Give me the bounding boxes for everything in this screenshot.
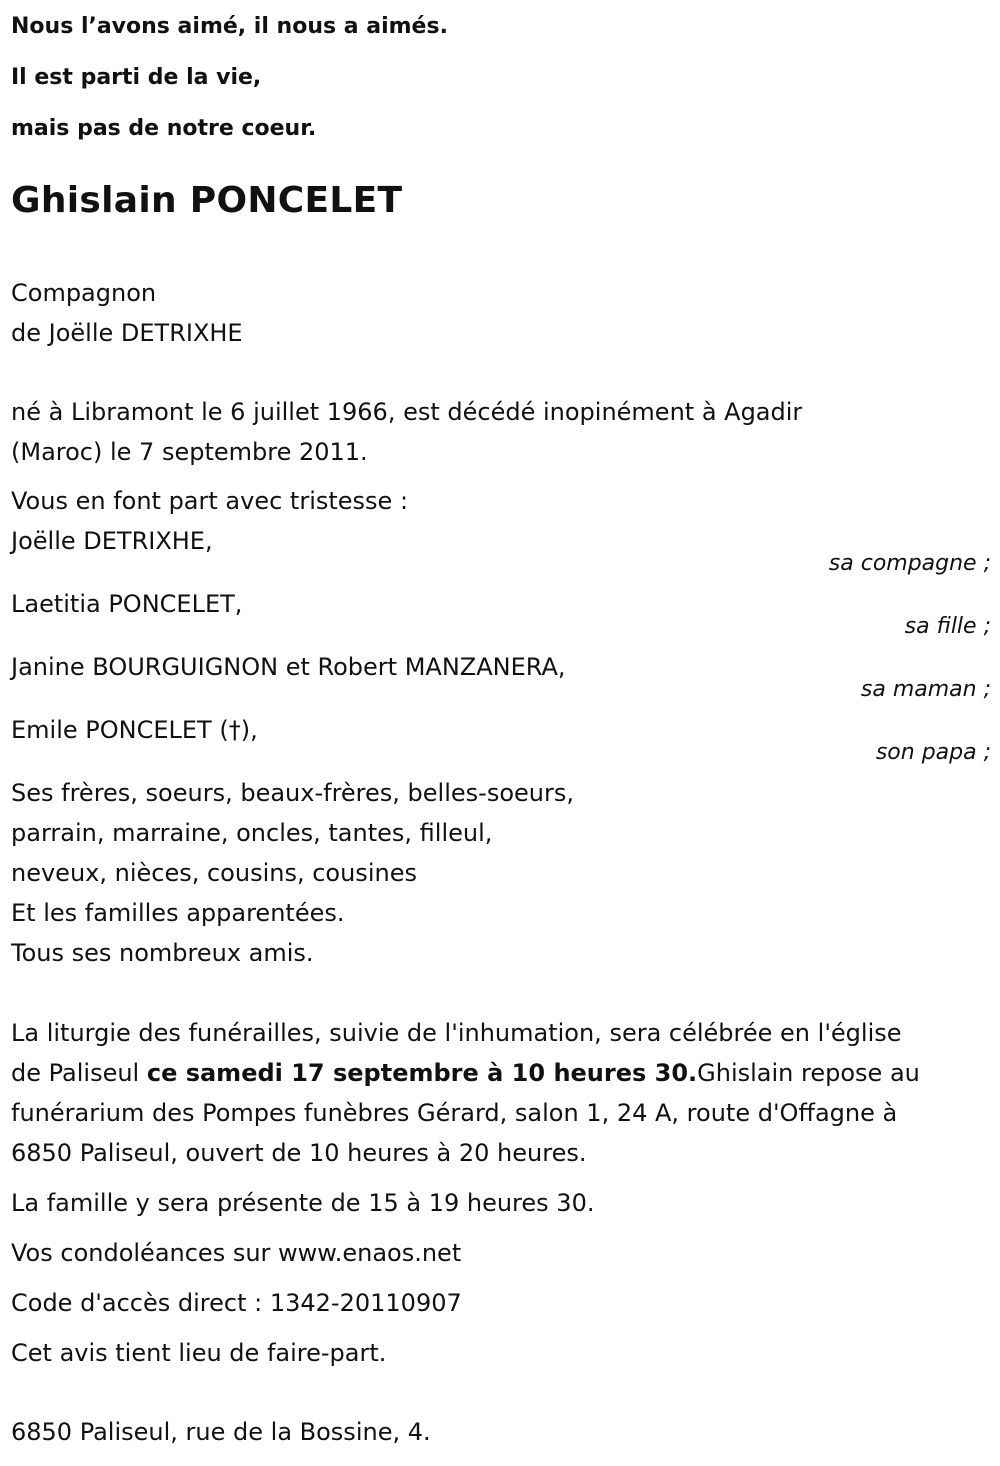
family-member-role: son papa ;	[875, 740, 991, 765]
deceased-name: Ghislain PONCELET	[11, 180, 403, 221]
birth-death-line-1: né à Libramont le 6 juillet 1966, est décédé inopinément à Agadir	[11, 398, 803, 426]
relatives-line: Tous ses nombreux amis.	[11, 939, 314, 967]
family-member-role: sa fille ;	[904, 614, 991, 639]
notice-statement: Cet avis tient lieu de faire-part.	[11, 1339, 387, 1367]
family-member-name: Joëlle DETRIXHE,	[11, 527, 213, 555]
obituary-notice	[11, 0, 991, 1466]
verse-line-3: mais pas de notre coeur.	[11, 116, 317, 141]
relatives-line: neveux, nièces, cousins, cousines	[11, 859, 417, 887]
family-member-name: Janine BOURGUIGNON et Robert MANZANERA,	[11, 653, 566, 681]
verse	[11, 0, 991, 154]
family-member-name: Emile PONCELET (†),	[11, 716, 258, 744]
verse-line-1: Nous l’avons aimé, il nous a aimés.	[11, 14, 448, 39]
birth-death-line-2: (Maroc) le 7 septembre 2011.	[11, 438, 368, 466]
funeral-line-4: 6850 Paliseul, ouvert de 10 heures à 20 heures.	[11, 1139, 587, 1167]
companion-line-1: Compagnon	[11, 279, 157, 307]
funeral-line-2	[11, 1053, 991, 1093]
funeral-line-3: funérarium des Pompes funèbres Gérard, salon 1, 24 A, route d'Offagne à	[11, 1099, 898, 1127]
address: 6850 Paliseul, rue de la Bossine, 4.	[11, 1418, 431, 1446]
companion-line-2: de Joëlle DETRIXHE	[11, 319, 243, 347]
access-code: Code d'accès direct : 1342-20110907	[11, 1289, 462, 1317]
relatives-line: Ses frères, soeurs, beaux-frères, belles-soeurs,	[11, 779, 574, 807]
funeral-line-2-end: Ghislain repose au	[697, 1059, 920, 1087]
family-member-role: sa maman ;	[860, 677, 991, 702]
family-member-name: Laetitia PONCELET,	[11, 590, 243, 618]
family-member-role: sa compagne ;	[828, 551, 991, 576]
funeral-line-1: La liturgie des funérailles, suivie de l'inhumation, sera célébrée en l'église	[11, 1019, 902, 1047]
funeral-date-time: ce samedi 17 septembre à 10 heures 30.	[146, 1059, 698, 1087]
verse-line-2: Il est parti de la vie,	[11, 65, 262, 90]
relatives-line: Et les familles apparentées.	[11, 899, 345, 927]
condolences: Vos condoléances sur www.enaos.net	[11, 1239, 462, 1267]
relatives-line: parrain, marraine, oncles, tantes, filleul,	[11, 819, 493, 847]
family-presence: La famille y sera présente de 15 à 19 heures 30.	[11, 1189, 595, 1217]
funeral-line-2-start: de Paliseul	[11, 1059, 147, 1087]
announce-intro: Vous en font part avec tristesse :	[11, 487, 409, 515]
